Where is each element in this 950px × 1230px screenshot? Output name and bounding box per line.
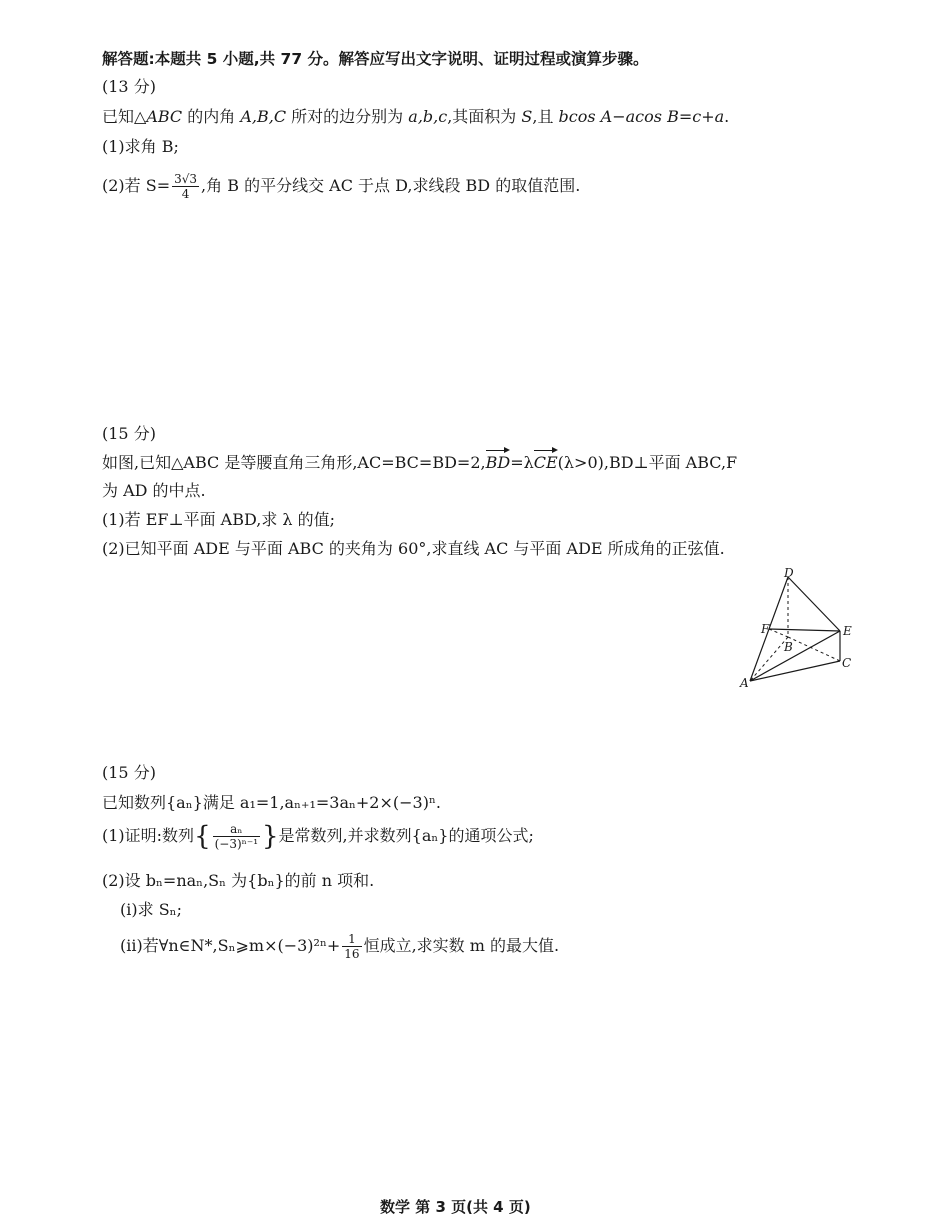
q2-stem-cont: 为 AD 的中点.: [102, 481, 206, 500]
right-brace: }: [262, 821, 279, 852]
q2-vector-bd: BD: [485, 453, 511, 472]
q1-stem-text: .: [724, 107, 730, 126]
edge-de: [788, 577, 840, 631]
q1-stem: [102, 106, 729, 128]
q1-stem-s: S: [521, 107, 533, 126]
q3-part1-text: (1)证明:数列: [102, 826, 195, 845]
label-b: B: [784, 640, 793, 654]
q1-stem-text: 已知△: [102, 107, 147, 126]
page-footer: 数学 第 3 页(共 4 页): [380, 1198, 531, 1216]
q3-part2-ii-fraction: [342, 932, 361, 961]
q2-part1: (1)若 EF⊥平面 ABD,求 λ 的值;: [102, 510, 336, 529]
label-c: C: [842, 656, 852, 670]
label-f: F: [761, 622, 770, 636]
q3-fraction-den: (−3)ⁿ⁻¹: [214, 837, 258, 851]
q3-part2-ii-text: 恒成立,求实数 m 的最大值.: [363, 936, 560, 955]
left-brace: {: [194, 821, 211, 852]
q3-fraction-num: aₙ: [213, 822, 260, 837]
q3-points: (15 分): [102, 763, 156, 782]
q3-part1-text: 是常数列,并求数列{aₙ}的通项公式;: [278, 826, 534, 845]
label-d: D: [784, 566, 794, 580]
q1-part2-text: ,角 B 的平分线交 AC 于点 D,求线段 BD 的取值范围.: [201, 176, 581, 195]
q1-part2: [102, 172, 580, 201]
q1-points: (13 分): [102, 77, 156, 96]
q1-stem-sides: a,b,c: [408, 107, 448, 126]
q3-part2-ii-fraction-num: 1: [342, 932, 361, 947]
q2-stem-text: (λ>0),BD⊥平面 ABC,F: [557, 453, 738, 472]
q1-fraction-den: 4: [181, 187, 190, 201]
q1-stem-vars: A,B,C: [240, 107, 287, 126]
q1-fraction: [172, 172, 199, 201]
q1-stem-text: ,且: [532, 107, 559, 126]
q1-stem-equation: bcos A−acos B=c+a: [558, 107, 725, 126]
label-e: E: [843, 624, 852, 638]
q2-points: (15 分): [102, 424, 156, 443]
q2-stem-text: =λ: [510, 453, 534, 472]
q3-part2-ii-text: (ii)若∀n∈N*,Sₙ⩾m×(−3)²ⁿ+: [120, 936, 341, 955]
q1-fraction-num: 3√3: [174, 172, 198, 186]
q2-vector-ce: CE: [533, 453, 558, 472]
edge-ae: [750, 631, 840, 681]
q3-part2-ii: [120, 932, 559, 961]
q3-part2-ii-fraction-den: 16: [344, 947, 360, 961]
edge-bc: [788, 637, 840, 661]
label-a: A: [740, 676, 749, 690]
q3-fraction: [213, 822, 260, 851]
q1-stem-text: ,其面积为: [447, 107, 522, 126]
edge-fb: [769, 629, 788, 637]
q3-part2-i: (i)求 Sₙ;: [120, 900, 182, 919]
q3-stem: 已知数列{aₙ}满足 a₁=1,aₙ₊₁=3aₙ+2×(−3)ⁿ.: [102, 793, 441, 812]
q1-stem-text: 的内角: [182, 107, 241, 126]
edge-ac: [750, 661, 840, 681]
q3-part1: [102, 822, 534, 851]
q2-stem-text: 如图,已知△ABC 是等腰直角三角形,AC=BC=BD=2,: [102, 453, 486, 472]
section-heading: 解答题:本题共 5 小题,共 77 分。解答应写出文字说明、证明过程或演算步骤。: [102, 50, 649, 68]
q1-stem-text: 所对的边分别为: [286, 107, 409, 126]
geometry-figure: [730, 565, 860, 690]
q1-part2-text: (2)若 S=: [102, 176, 171, 195]
edge-fe: [769, 629, 840, 631]
q3-part2: (2)设 bₙ=naₙ,Sₙ 为{bₙ}的前 n 项和.: [102, 871, 375, 890]
q1-stem-abc: ABC: [146, 107, 183, 126]
q1-part1: (1)求角 B;: [102, 137, 179, 156]
q2-part2: (2)已知平面 ADE 与平面 ABC 的夹角为 60°,求直线 AC 与平面 ADE 所成角的正弦值.: [102, 539, 725, 558]
q2-stem: [102, 452, 737, 474]
